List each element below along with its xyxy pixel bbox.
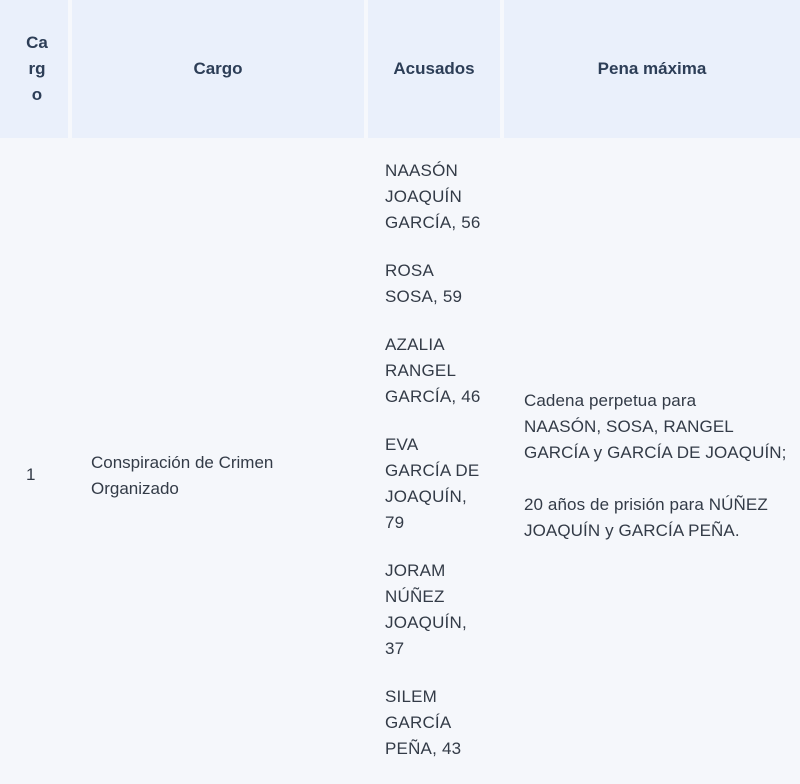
header-cargo-number xyxy=(6,0,68,138)
accused-item: ROSA SOSA, 59 xyxy=(385,261,463,306)
accused-item: AZALIA RANGEL GARCÍA, 46 xyxy=(385,335,481,406)
row-1-cargo: Conspiración de Crimen Organizado xyxy=(91,453,274,498)
row-1-accused-list xyxy=(385,158,505,762)
header-penalty xyxy=(504,0,800,138)
header-accused xyxy=(368,0,500,138)
header-accused-label: Acusados xyxy=(393,59,475,78)
penalty-life-sentence-text: Cadena perpetua para NAASÓN, SOSA, RANGEL GARCÍA y GARCÍA DE JOAQUÍN; xyxy=(524,391,787,462)
header-penalty-label: Pena máxima xyxy=(597,59,707,78)
accused-item: NAASÓN JOAQUÍN GARCÍA, 56 xyxy=(385,161,481,232)
header-cargo-number-label: Ca rg o xyxy=(26,33,48,104)
penalty-prison-sentence-text: 20 años de prisión para NÚÑEZ JOAQUÍN y GARCÍA PEÑA. xyxy=(524,495,768,540)
accused-item: EVA GARCÍA DE JOAQUÍN, 79 xyxy=(385,435,480,532)
header-cargo xyxy=(72,0,364,138)
accused-item: JORAM NÚÑEZ JOAQUÍN, 37 xyxy=(385,561,467,658)
header-cargo-label: Cargo xyxy=(193,59,243,78)
row-1-number: 1 xyxy=(26,465,36,484)
table-body xyxy=(0,138,800,784)
accused-item: SILEM GARCÍA PEÑA, 43 xyxy=(385,687,462,758)
row-1-penalty xyxy=(524,388,799,544)
